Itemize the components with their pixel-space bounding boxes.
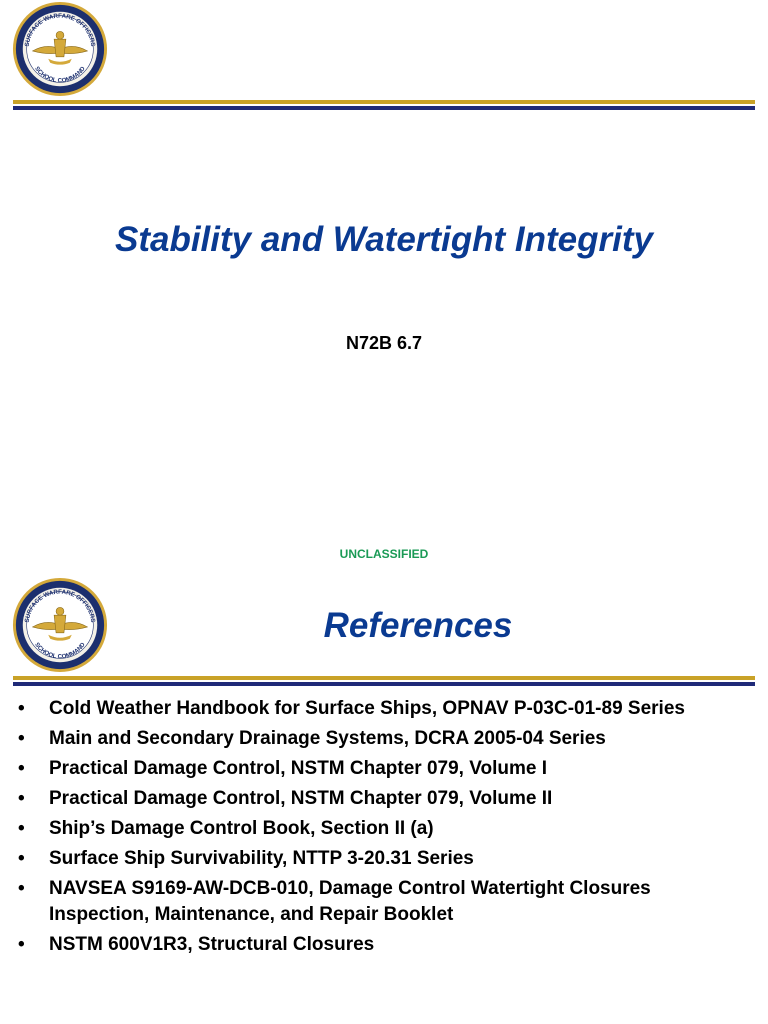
reference-text: NAVSEA S9169-AW-DCB-010, Damage Control Watertight Closures Inspection, Maintenance, and Repair Booklet [49,878,651,925]
header-rule-navy [13,682,755,686]
bullet-icon: • [18,878,25,899]
seal-logo [11,576,109,674]
references-list [18,696,748,962]
reference-text: Practical Damage Control, NSTM Chapter 079, Volume I [49,758,547,779]
reference-text: Main and Secondary Drainage Systems, DCRA 2005-04 Series [49,728,606,749]
header-rule-gold [13,676,755,680]
header-rule-navy [13,106,755,110]
header-rule-gold [13,100,755,104]
reference-item [18,932,748,958]
reference-item [18,816,748,842]
slide-title: Stability and Watertight Integrity [114,220,653,259]
reference-text: Surface Ship Survivability, NTTP 3-20.31 Series [49,848,474,869]
bullet-icon: • [18,788,25,809]
bullet-icon: • [18,758,25,779]
bullet-icon: • [18,818,25,839]
reference-text: Cold Weather Handbook for Surface Ships, OPNAV P-03C-01-89 Series [49,698,685,719]
reference-item [18,696,748,722]
svg-text:SURFACE WARFARE OFFICERS: SURFACE WARFARE OFFICERS [24,589,96,623]
references-title: References [323,606,513,645]
reference-text: NSTM 600V1R3, Structural Closures [49,934,375,955]
reference-item [18,726,748,752]
svg-text:SCHOOL COMMAND: SCHOOL COMMAND [33,641,87,661]
reference-text: Practical Damage Control, NSTM Chapter 079, Volume II [49,788,553,809]
reference-item [18,786,748,812]
references-slide [0,572,768,1024]
svg-text:SCHOOL COMMAND: SCHOOL COMMAND [33,65,87,85]
bullet-icon: • [18,728,25,749]
classification-marking: UNCLASSIFIED [339,547,429,561]
slide-subtitle: N72B 6.7 [345,333,423,353]
bullet-icon: • [18,698,25,719]
svg-text:SURFACE WARFARE OFFICERS: SURFACE WARFARE OFFICERS [24,13,96,47]
bullet-icon: • [18,848,25,869]
reference-item [18,846,748,872]
seal-logo [11,0,109,98]
reference-item [18,756,748,782]
reference-item [18,876,748,928]
reference-text: Ship’s Damage Control Book, Section II (a) [49,818,434,839]
bullet-icon: • [18,934,25,955]
